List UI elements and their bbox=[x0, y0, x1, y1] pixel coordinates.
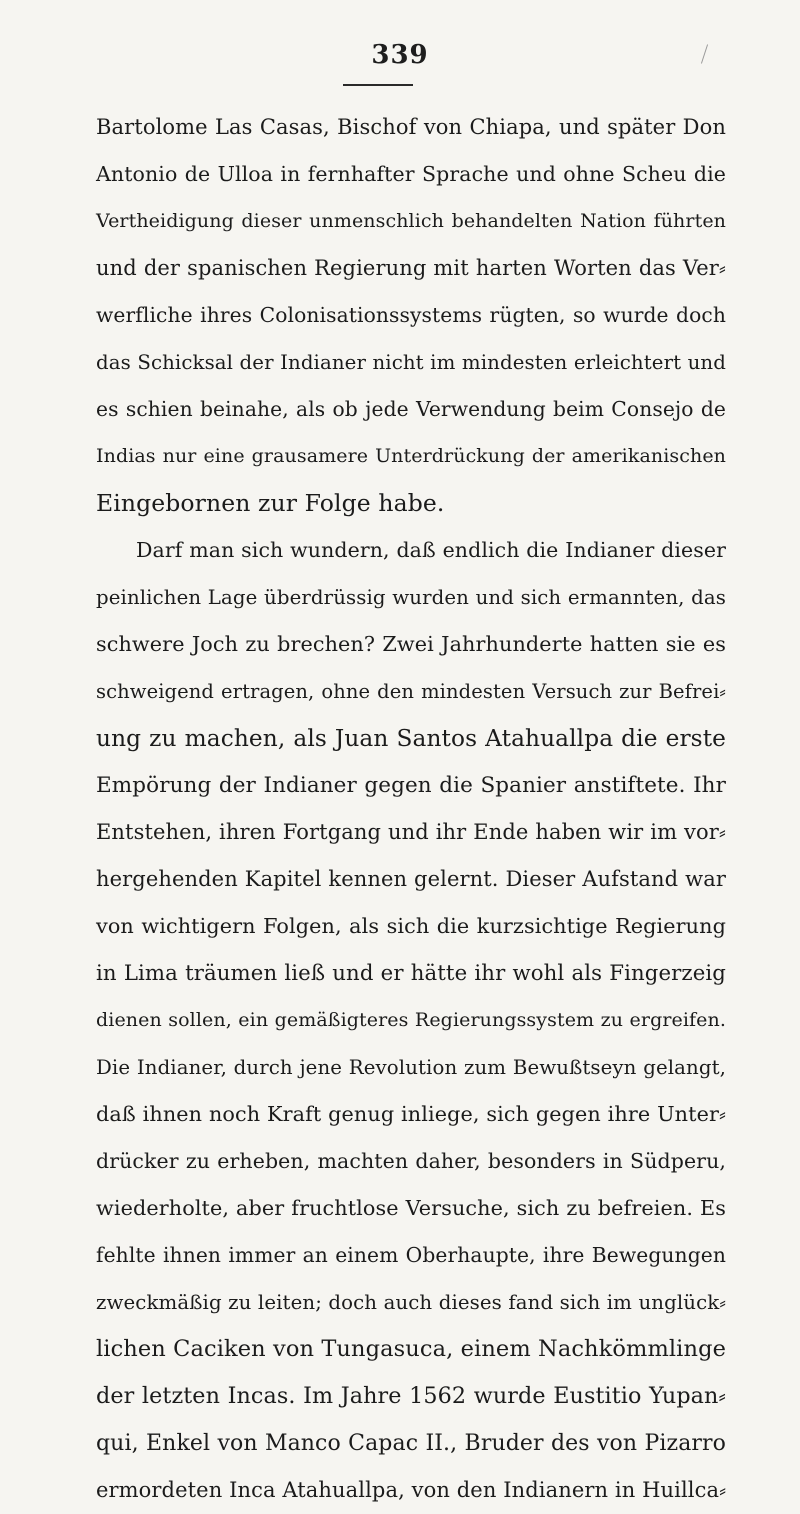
text-line: Empörung der Indianer gegen die Spanier anstiftete. Ihr bbox=[96, 773, 726, 798]
text-line: lichen Caciken von Tungasuca, einem Nachkömmlinge bbox=[96, 1336, 726, 1362]
text-line: Bartolome Las Casas, Bischof von Chiapa, und später Don bbox=[96, 115, 726, 139]
text-line: es schien beinahe, als ob jede Verwendung beim Consejo de bbox=[96, 397, 726, 421]
text-line: der letzten Incas. Im Jahre 1562 wurde Eustitio Yupan⸗ bbox=[96, 1383, 726, 1409]
text-line: hergehenden Kapitel kennen gelernt. Dieser Aufstand war bbox=[96, 867, 726, 891]
text-line: fehlte ihnen immer an einem Oberhaupte, ihre Bewegungen bbox=[96, 1243, 726, 1267]
text-line: ung zu machen, als Juan Santos Atahuallpa die erste bbox=[96, 725, 726, 752]
text-line: Die Indianer, durch jene Revolution zum Bewußtseyn gelangt, bbox=[96, 1056, 726, 1079]
body-text bbox=[96, 104, 726, 1514]
text-line: Indias nur eine grausamere Unterdrückung der amerikanischen bbox=[96, 445, 726, 467]
text-line: daß ihnen noch Kraft genug inliege, sich gegen ihre Unter⸗ bbox=[96, 1102, 726, 1126]
text-line: in Lima träumen ließ und er hätte ihr wohl als Fingerzeig bbox=[96, 961, 726, 986]
text-line: zweckmäßig zu leiten; doch auch dieses fand sich im unglück⸗ bbox=[96, 1291, 726, 1314]
text-line: schweigend ertragen, ohne den mindesten Versuch zur Befrei⸗ bbox=[96, 680, 726, 703]
text-line: Vertheidigung dieser unmenschlich behandelten Nation führten bbox=[96, 210, 726, 232]
text-line: Antonio de Ulloa in fernhafter Sprache und ohne Scheu die bbox=[96, 162, 726, 186]
text-line: von wichtigern Folgen, als sich die kurzsichtige Regierung bbox=[96, 914, 726, 938]
text-line: Eingebornen zur Folge habe. bbox=[96, 489, 445, 517]
text-line: ermordeten Inca Atahuallpa, von den Indianern in Huillca⸗ bbox=[96, 1478, 727, 1502]
text-line: werfliche ihres Colonisationssystems rügten, so wurde doch bbox=[96, 303, 726, 327]
text-line: Darf man sich wundern, daß endlich die Indianer dieser bbox=[136, 538, 726, 562]
text-line: qui, Enkel von Manco Capac II., Bruder des von Pizarro bbox=[96, 1431, 726, 1456]
text-line: dienen sollen, ein gemäßigteres Regierungssystem zu ergreifen. bbox=[96, 1009, 726, 1031]
text-line: und der spanischen Regierung mit harten Worten das Ver⸗ bbox=[96, 256, 726, 280]
text-line: schwere Joch zu brechen? Zwei Jahrhunderte hatten sie es bbox=[96, 632, 726, 656]
text-line: Entstehen, ihren Fortgang und ihr Ende haben wir im vor⸗ bbox=[96, 820, 726, 844]
text-line: drücker zu erheben, machten daher, besonders in Südperu, bbox=[96, 1149, 726, 1173]
page-number: 339 bbox=[371, 40, 429, 70]
text-line: peinlichen Lage überdrüssig wurden und sich ermannten, das bbox=[96, 586, 726, 609]
text-line: wiederholte, aber fruchtlose Versuche, sich zu befreien. Es bbox=[96, 1196, 726, 1220]
page-number-rule bbox=[343, 84, 413, 86]
text-line: das Schicksal der Indianer nicht im mindesten erleichtert und bbox=[96, 351, 726, 374]
